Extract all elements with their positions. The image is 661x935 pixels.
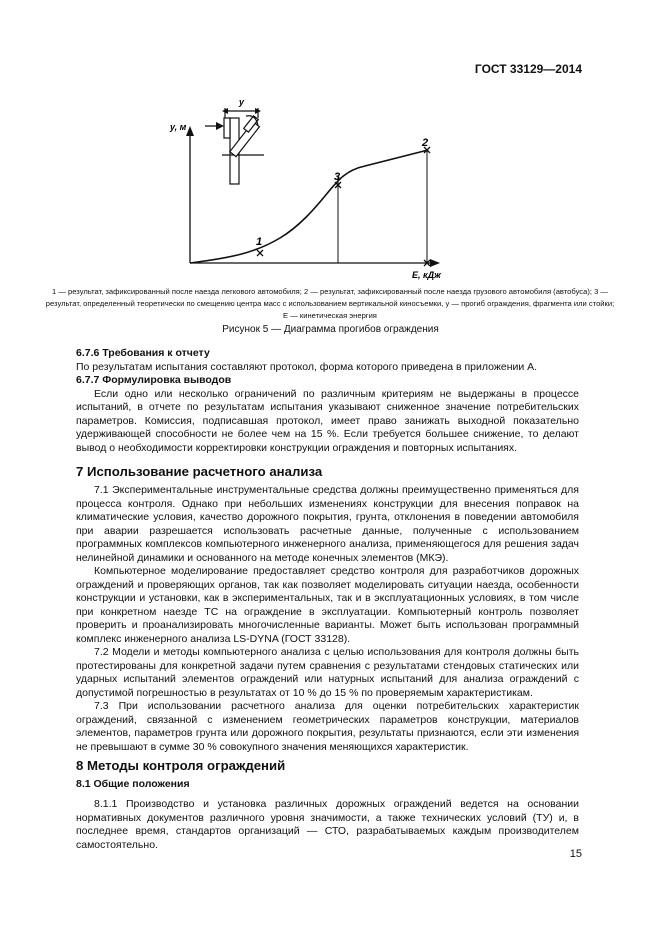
section-7-1-cont: Компьютерное моделирование предоставляет средство контроля для разработчиков дорожных ограждений и проверяющих органов, так как позволяет моделировать ситуации наезда, особенности конструкции и установки, как в экспериментальных, так и в эксплуатационных условиях, в том числе при конкретном наезде ТС на ограждение в эксплуатации. Компьютерный контроль позволяет проверить и проанализировать многочисленные варианты. Может быть использован программный комплекс инженерного анализа LS-DYNA (ГОСТ 33128). <box>76 565 579 645</box>
inset-label: y <box>239 97 245 107</box>
marker-1 <box>257 250 263 256</box>
x-axis-arrow <box>430 259 440 267</box>
x-axis-label: E, кДж <box>412 270 441 280</box>
y-axis-label: y, м <box>170 122 187 132</box>
section-7-heading: 7 Использование расчетного анализа <box>76 464 323 479</box>
section-6-7-6-heading: 6.7.6 Требования к отчету <box>76 347 210 359</box>
figure-notes: 1 — результат, зафиксированный после наезда легкового автомобиля; 2 — результат, зафиксированный после наезда грузового автомобиля (автобуса); 3 — результат, определенный теоретически по смещению центра масс с использованием вертикальной киносъемки, y — прогиб ограждения, фрагмента или стойки; E — кинетическая энергия <box>45 287 615 320</box>
point-label-1: 1 <box>256 236 263 248</box>
page-number: 15 <box>569 848 582 860</box>
section-6-7-7-heading: 6.7.7 Формулировка выводов <box>76 374 232 386</box>
deflection-diagram <box>150 88 470 282</box>
figure-title: Рисунок 5 — Диаграмма прогибов ограждения <box>222 324 439 335</box>
section-8-1-heading: 8.1 Общие положения <box>76 778 190 790</box>
point-label-2: 2 <box>422 137 429 149</box>
section-8-1-1-text: 8.1.1 Производство и установка различных дорожных ограждений ведется на основании нормативных документов различного уровня значимости, а также технических условий (ТУ) и, в последнее время, стандартов организаций — СТО, разрабатываемых каждым производителем самостоятельно. <box>76 798 579 851</box>
section-8-body <box>76 798 579 852</box>
point-label-3: 3 <box>334 171 341 183</box>
section-7-body <box>76 484 579 754</box>
section-7-3-text: 7.3 При использовании расчетного анализа для оценки потребительских характеристик ограждений, связанной с изменением геометрических параметров конструкции, материалов элементов, параметров грунта или дорожного покрытия, результаты признаются, если эти изменения не превышают в сумме 30 % совокупного значения меняющихся характеристик. <box>76 700 579 753</box>
post-inset-sketch <box>205 108 264 184</box>
y-axis-arrow <box>186 126 194 136</box>
section-6-7-6 <box>76 347 579 455</box>
section-7-1-text: 7.1 Экспериментальные инструментальные средства должны преимущественно применяться для процесса контроля. Однако при небольших изменениях конструкции для внесения поправок на климатические условия, качество дорожного покрытия, грунта, отклонения в поведении автомобиля при аварии разрешается использовать расчетные данные, полученные с использованием программных комплексов компьютерного инженерного анализа, применяющегося для решения задач нелинейной динамики и основанного на методе конечных элементов (МКЭ). <box>76 484 579 564</box>
section-6-7-7-text: Если одно или несколько ограничений по различным критериям не выдержаны в процессе испытаний, в отчете по результатам испытания указывают сниженное значение потребительских параметров. Комиссия, подписавшая протокол, имеет право занижать выходной показательно удерживающей способности не более чем на 15 %. Если требуется большее снижение, то делают вывод о необходимости корректировки конструкции ограждения и повторных испытаниях. <box>76 387 579 454</box>
section-6-7-6-text: По результатам испытания составляют протокол, форма которого приведена в приложении А. <box>76 360 538 373</box>
section-8-heading: 8 Методы контроля ограждений <box>76 758 286 773</box>
standard-header: ГОСТ 33129—2014 <box>474 62 582 76</box>
deflection-curve <box>190 150 428 263</box>
section-7-2-text: 7.2 Модели и методы компьютерного анализа с целью использования для контроля должны быть протестированы для конкретной задачи путем сравнения с результатами стендовых статических или ударных испытаний элементов ограждений или натурных испытаний для анализа ограждений с допустимой погрешностью в результатах от 10 % до 15 % по проверяемым характеристикам. <box>76 646 579 699</box>
